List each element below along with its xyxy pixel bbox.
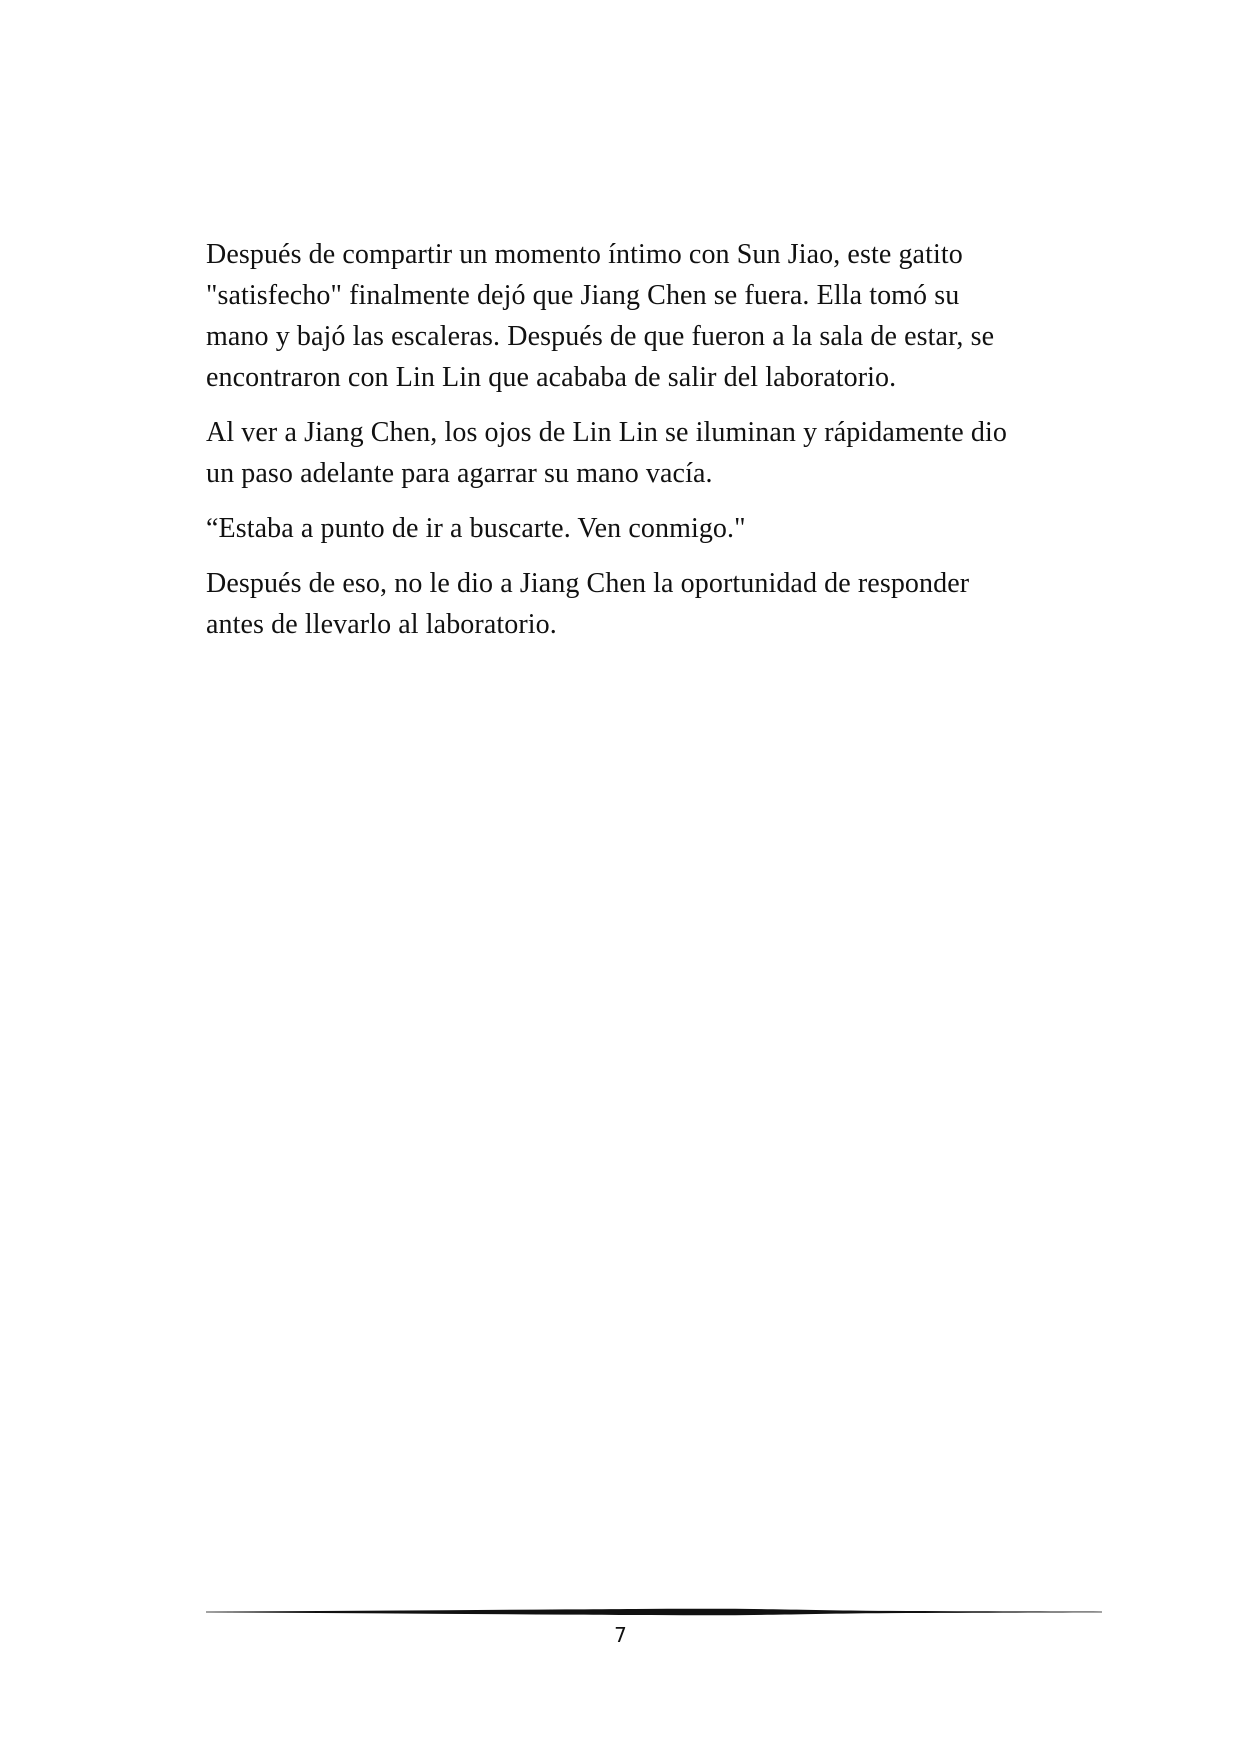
- body-text: [206, 234, 1056, 659]
- paragraph-3: “Estaba a punto de ir a buscarte. Ven conmigo.": [206, 513, 746, 544]
- paragraph-1: Después de compartir un momento íntimo con Sun Jiao, este gatito "satisfecho" finalmente dejó que Jiang Chen se fuera. Ella tomó su mano y bajó las escaleras. Después de que fueron a la sala de estar, se encontraron con Lin Lin que acababa de salir del laboratorio.: [206, 239, 995, 393]
- footer-divider: [206, 1603, 1102, 1621]
- paragraph-4: Después de eso, no le dio a Jiang Chen la oportunidad de responder antes de llevarlo al laboratorio.: [206, 568, 970, 640]
- paragraph-2: Al ver a Jiang Chen, los ojos de Lin Lin se iluminan y rápidamente dio un paso adelante para agarrar su mano vacía.: [206, 417, 1007, 489]
- footer-divider-stroke: [206, 1609, 1102, 1616]
- page-number: 7: [614, 1623, 627, 1647]
